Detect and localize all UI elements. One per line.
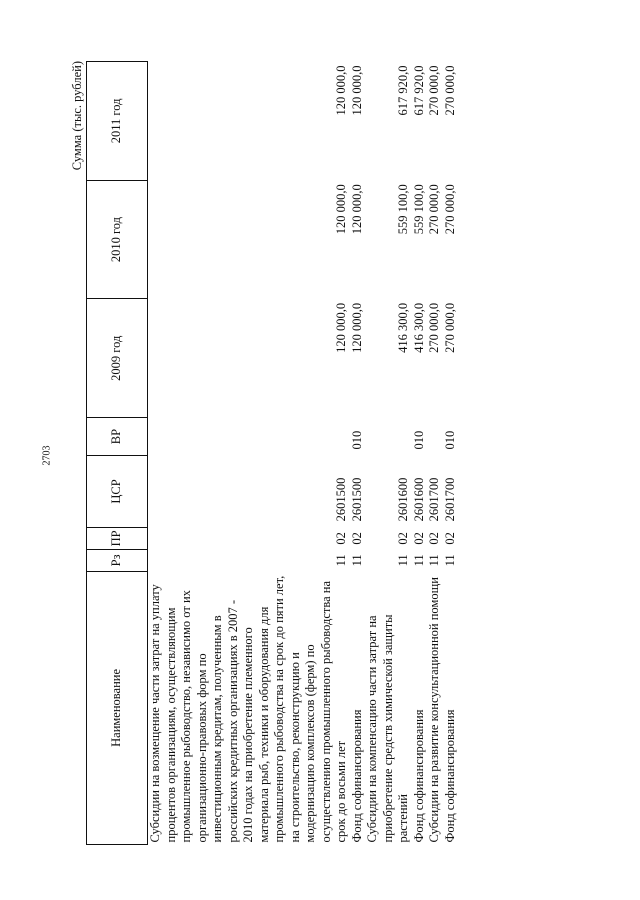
row-2009: 416 300,0 xyxy=(411,302,426,353)
table-row xyxy=(148,62,350,845)
row-csr: 2601600 xyxy=(411,477,426,522)
table-row xyxy=(427,62,443,845)
header-name: Наименование xyxy=(87,571,148,844)
row-csr: 2601700 xyxy=(442,477,457,522)
row-csr: 2601600 xyxy=(396,477,410,522)
budget-table xyxy=(86,61,458,845)
row-2011: 270 000,0 xyxy=(442,65,457,116)
row-2011: 617 920,0 xyxy=(411,65,426,116)
table-header-row xyxy=(87,62,148,845)
row-name: Фонд софинансирования xyxy=(442,709,457,843)
row-csr: 2601500 xyxy=(349,477,364,522)
header-2011: 2011 год xyxy=(87,62,148,181)
rotated-page-content xyxy=(70,55,570,845)
row-2010: 559 100,0 xyxy=(396,184,410,235)
row-2011: 120 000,0 xyxy=(349,65,364,116)
table-row xyxy=(365,62,412,845)
header-csr: ЦСР xyxy=(87,456,148,528)
units-caption: Сумма (тыс. рублей) xyxy=(70,61,84,171)
row-2010: 270 000,0 xyxy=(427,184,441,235)
row-name: Субсидии на развитие консультационной помощи xyxy=(427,577,441,843)
row-vr xyxy=(148,418,350,456)
row-rz: 11 xyxy=(427,554,441,567)
row-rz: 11 xyxy=(442,554,457,567)
page-number: 2703 xyxy=(41,445,53,466)
row-pr: 02 xyxy=(396,532,410,545)
table-row xyxy=(412,62,428,845)
row-rz: 11 xyxy=(349,554,364,567)
row-2009: 270 000,0 xyxy=(442,302,457,353)
row-rz: 11 xyxy=(396,554,410,567)
row-pr: 02 xyxy=(334,532,348,545)
row-2011: 270 000,0 xyxy=(427,65,441,116)
row-2011: 120 000,0 xyxy=(334,65,348,116)
row-vr xyxy=(427,418,443,456)
row-2010: 120 000,0 xyxy=(349,184,364,235)
row-rz: 11 xyxy=(411,554,426,567)
row-vr: 010 xyxy=(349,430,364,450)
row-2010: 270 000,0 xyxy=(442,184,457,235)
row-csr: 2601700 xyxy=(427,477,441,522)
row-2010: 559 100,0 xyxy=(411,184,426,235)
row-vr: 010 xyxy=(442,430,457,450)
header-vr: ВР xyxy=(87,418,148,456)
row-2011: 617 920,0 xyxy=(396,65,410,116)
header-pr: ПР xyxy=(87,527,148,549)
row-pr: 02 xyxy=(411,532,426,545)
row-2009: 120 000,0 xyxy=(349,302,364,353)
row-vr xyxy=(365,418,412,456)
row-2009: 416 300,0 xyxy=(396,302,410,353)
row-name: Субсидии на компенсацию части затрат на приобретение средств химической защиты растений xyxy=(365,614,410,843)
header-rz: Рз xyxy=(87,549,148,571)
row-name: Фонд софинансирования xyxy=(411,709,426,843)
row-pr: 02 xyxy=(427,532,441,545)
row-name: Субсидии на возмещение части затрат на уплату процентов организациям, осуществляющим промышленное рыбоводство, независимо от их организационно-правовых форм по инвестиционным кредитам, полученным в российских кредитных организациях в 2007 - 2010 годах на приобретение племенного материала рыб, техники и оборудования для промышленного рыбоводства на срок до пяти лет, на строительство, реконструкцию и модернизацию комплексов (ферм) по осуществлению промышленного рыбоводства на срок до восьми лет xyxy=(148,575,348,843)
row-pr: 02 xyxy=(442,532,457,545)
row-csr: 2601500 xyxy=(334,477,348,522)
header-2009: 2009 год xyxy=(87,299,148,418)
table-row xyxy=(350,62,366,845)
row-2009: 120 000,0 xyxy=(334,302,348,353)
row-pr: 02 xyxy=(349,532,364,545)
row-2010: 120 000,0 xyxy=(334,184,348,235)
row-rz: 11 xyxy=(334,554,348,567)
header-2010: 2010 год xyxy=(87,180,148,299)
row-2009: 270 000,0 xyxy=(427,302,441,353)
row-name: Фонд софинансирования xyxy=(349,709,364,843)
row-vr: 010 xyxy=(411,430,426,450)
table-row xyxy=(443,62,459,845)
